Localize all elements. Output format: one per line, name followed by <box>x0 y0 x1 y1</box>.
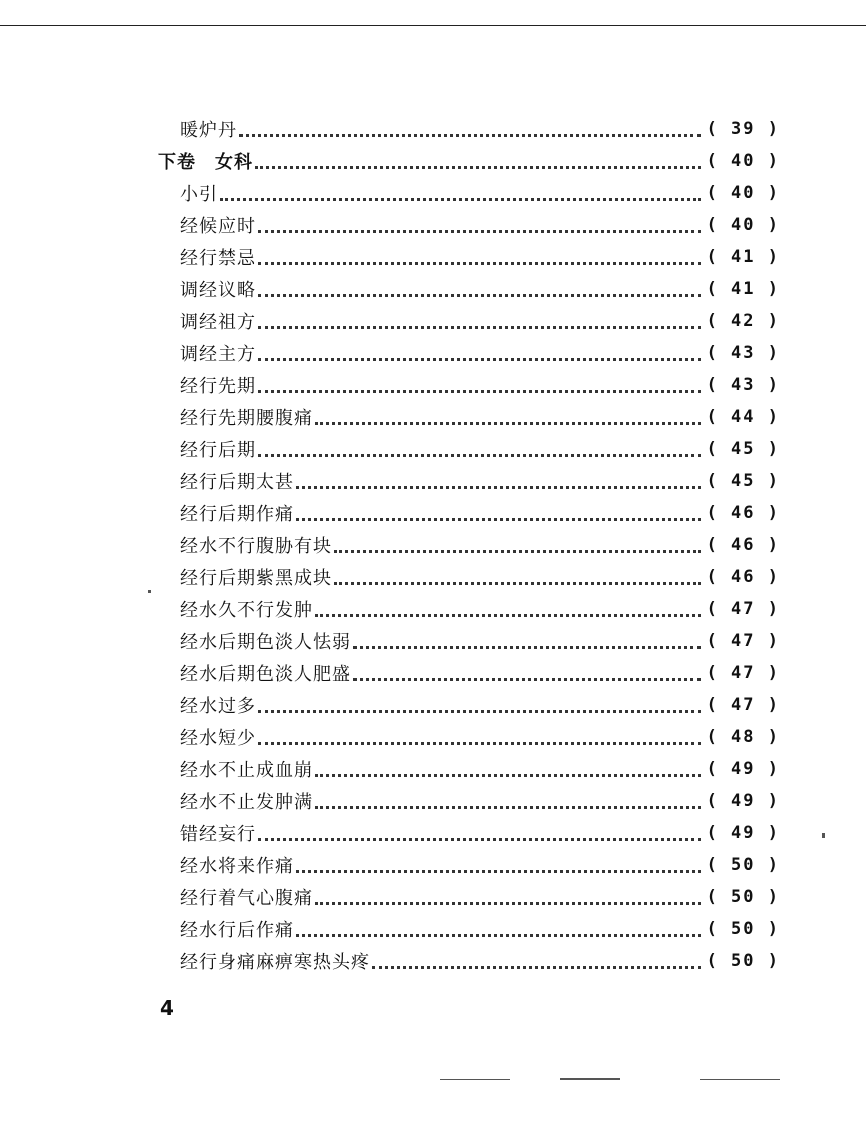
toc-entry-page: ( 50 ) <box>706 855 780 875</box>
dot-leader <box>220 198 701 201</box>
toc-entry-page: ( 50 ) <box>706 951 780 971</box>
dot-leader <box>258 358 701 361</box>
toc-entry-title: 经候应时 <box>180 216 256 237</box>
dot-leader <box>315 422 701 425</box>
toc-entry-page: ( 42 ) <box>706 311 780 331</box>
toc-entry <box>180 274 780 304</box>
toc-entry-title: 经水过多 <box>180 696 256 717</box>
toc-entry <box>180 882 780 912</box>
toc-entry <box>180 210 780 240</box>
toc-entry-page: ( 44 ) <box>706 407 780 427</box>
dot-leader <box>258 742 701 745</box>
dot-leader <box>258 838 701 841</box>
scan-speck <box>148 590 151 593</box>
toc-entry-title: 经行身痛麻痹寒热头疼 <box>180 952 370 973</box>
toc-entry-page: ( 40 ) <box>706 151 780 171</box>
toc-entry-page: ( 47 ) <box>706 663 780 683</box>
toc-entry-title: 经水不止发肿满 <box>180 792 313 813</box>
toc-entry-title: 经行禁忌 <box>180 248 256 269</box>
toc-entry <box>180 946 780 976</box>
scan-speck <box>700 1079 780 1080</box>
toc-entry-title: 经行后期紫黑成块 <box>180 568 332 589</box>
scan-speck <box>560 1078 620 1080</box>
dot-leader <box>258 710 701 713</box>
toc-entry-title: 经行后期太甚 <box>180 472 294 493</box>
toc-entry-page: ( 45 ) <box>706 471 780 491</box>
toc-entry <box>180 434 780 464</box>
toc-entry <box>180 562 780 592</box>
toc-entry-title: 经水后期色淡人肥盛 <box>180 664 351 685</box>
toc-entry-page: ( 47 ) <box>706 695 780 715</box>
toc-entry <box>180 114 780 144</box>
toc-entry-title: 经水将来作痛 <box>180 856 294 877</box>
toc-entry <box>180 402 780 432</box>
toc-entry <box>180 754 780 784</box>
toc-entry-title: 经行后期 <box>180 440 256 461</box>
toc-entry <box>180 242 780 272</box>
dot-leader <box>255 166 701 169</box>
scan-speck <box>822 833 825 838</box>
toc-entry-title: 经水行后作痛 <box>180 920 294 941</box>
toc-entry-title: 经行先期 <box>180 376 256 397</box>
toc-entry-page: ( 49 ) <box>706 823 780 843</box>
toc-entry <box>180 306 780 336</box>
dot-leader <box>258 294 701 297</box>
toc-entry-page: ( 47 ) <box>706 631 780 651</box>
toc-entry-title: 调经议略 <box>180 280 256 301</box>
toc-entry-page: ( 40 ) <box>706 215 780 235</box>
scan-speck <box>440 1079 510 1080</box>
dot-leader <box>315 774 701 777</box>
toc-entry <box>180 338 780 368</box>
toc-entry-page: ( 40 ) <box>706 183 780 203</box>
toc-entry-title: 暖炉丹 <box>180 120 237 141</box>
toc-entry <box>180 530 780 560</box>
toc-entry-title: 经水不行腹胁有块 <box>180 536 332 557</box>
dot-leader <box>258 326 701 329</box>
toc-entry-title: 经行后期作痛 <box>180 504 294 525</box>
toc-entry <box>180 690 780 720</box>
dot-leader <box>353 646 701 649</box>
dot-leader <box>334 550 701 553</box>
dot-leader <box>296 870 701 873</box>
dot-leader <box>315 902 701 905</box>
dot-leader <box>296 518 701 521</box>
dot-leader <box>315 614 701 617</box>
dot-leader <box>334 582 701 585</box>
toc-entry-title: 下卷 女科 <box>158 152 253 173</box>
dot-leader <box>258 262 701 265</box>
toc-entry-title: 经水短少 <box>180 728 256 749</box>
dot-leader <box>258 230 701 233</box>
toc-entry <box>180 722 780 752</box>
toc-entry-title: 调经祖方 <box>180 312 256 333</box>
toc-entry-title: 调经主方 <box>180 344 256 365</box>
toc-entry-page: ( 49 ) <box>706 759 780 779</box>
toc-entry-title: 经水久不行发肿 <box>180 600 313 621</box>
dot-leader <box>372 966 701 969</box>
dot-leader <box>258 390 701 393</box>
dot-leader <box>353 678 701 681</box>
toc-entry-page: ( 47 ) <box>706 599 780 619</box>
toc-entry <box>180 626 780 656</box>
dot-leader <box>296 934 701 937</box>
toc-entry-page: ( 50 ) <box>706 887 780 907</box>
toc-part-heading <box>158 146 780 176</box>
toc-entry-title: 错经妄行 <box>180 824 256 845</box>
toc-entry-title: 小引 <box>180 184 218 205</box>
dot-leader <box>315 806 701 809</box>
toc-entry-title: 经行先期腰腹痛 <box>180 408 313 429</box>
toc-entry <box>180 370 780 400</box>
toc-entry-page: ( 43 ) <box>706 343 780 363</box>
toc-entry-title: 经行着气心腹痛 <box>180 888 313 909</box>
toc-entry-page: ( 49 ) <box>706 791 780 811</box>
toc-entry-page: ( 39 ) <box>706 119 780 139</box>
toc-entry-page: ( 46 ) <box>706 535 780 555</box>
toc-entry-page: ( 46 ) <box>706 567 780 587</box>
toc-entry <box>180 786 780 816</box>
toc-entry-page: ( 43 ) <box>706 375 780 395</box>
toc-entry-title: 经水不止成血崩 <box>180 760 313 781</box>
dot-leader <box>258 454 701 457</box>
toc-entry <box>180 658 780 688</box>
toc-entry-page: ( 45 ) <box>706 439 780 459</box>
toc-entry-title: 经水后期色淡人怯弱 <box>180 632 351 653</box>
toc-entry-page: ( 46 ) <box>706 503 780 523</box>
toc-entry <box>180 818 780 848</box>
toc-entry-page: ( 50 ) <box>706 919 780 939</box>
toc-entry <box>180 178 780 208</box>
toc-entry-page: ( 48 ) <box>706 727 780 747</box>
toc-entry-page: ( 41 ) <box>706 247 780 267</box>
page-number: 4 <box>160 996 174 1020</box>
toc-entry <box>180 466 780 496</box>
toc-entry <box>180 498 780 528</box>
toc-entry <box>180 594 780 624</box>
toc-entry <box>180 914 780 944</box>
toc-entry-page: ( 41 ) <box>706 279 780 299</box>
toc-entry <box>180 850 780 880</box>
dot-leader <box>296 486 701 489</box>
dot-leader <box>239 134 701 137</box>
